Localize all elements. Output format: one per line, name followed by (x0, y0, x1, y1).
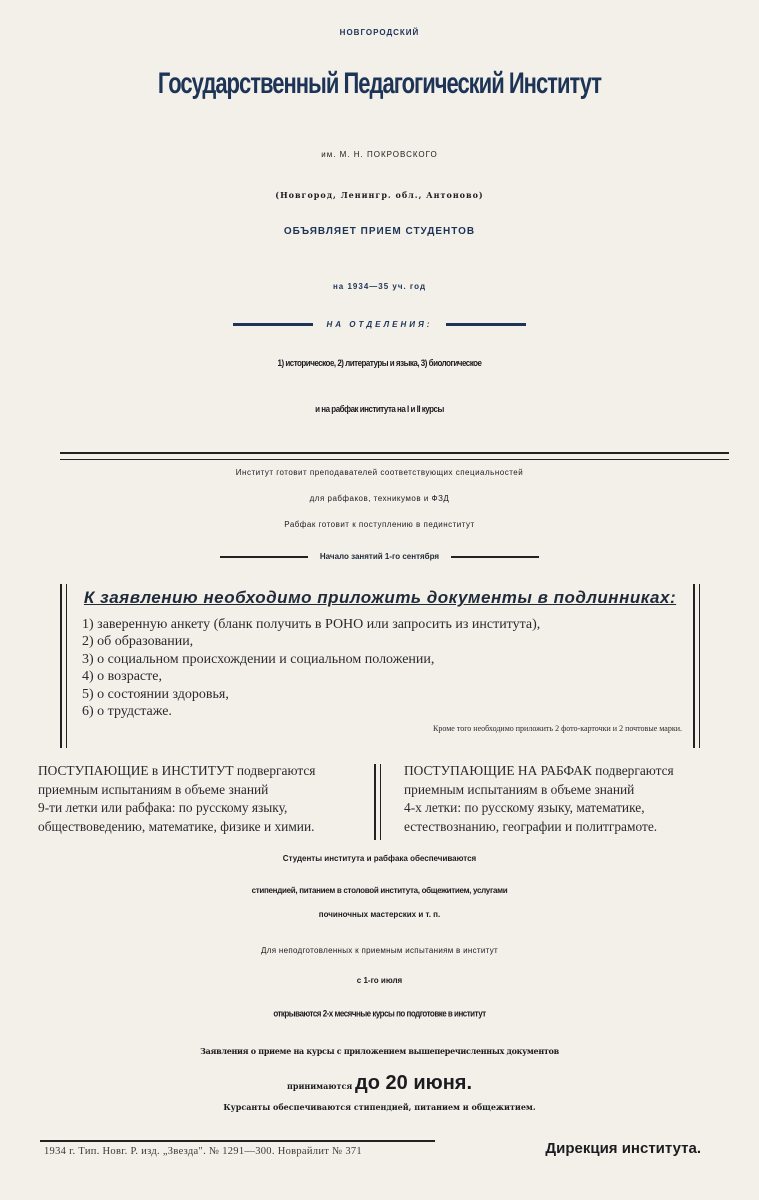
applications-line-2 (0, 1072, 759, 1095)
courses-line-1: Для неподготовленных к приемным испытаниям в институт (261, 946, 498, 955)
list-item: 4) о возрасте, (82, 669, 162, 685)
exam-line: 9-ти летки или рабфака: по русскому языку, (38, 800, 288, 815)
box-right-border (693, 584, 700, 748)
exam-line: ПОСТУПАЮЩИЕ НА РАБФАК подвергаются (404, 763, 674, 778)
right-rule (446, 323, 526, 326)
departments-list: 1) историческое, 2) литературы и языка, 3) биологическое (277, 358, 482, 369)
divider (60, 452, 729, 460)
left-rule (220, 556, 308, 558)
header-departments-title (0, 320, 759, 329)
column-separator (374, 764, 381, 840)
header-city: НОВГОРОДСКИЙ (339, 28, 420, 37)
exam-line: 4-х летки: по русскому языку, математике, (404, 800, 645, 815)
applications-prefix: принимаются (287, 1081, 353, 1091)
list-item: 6) о трудстаже. (82, 704, 172, 720)
intro-line-3: Рабфак готовит к поступлению в пединститут (284, 520, 475, 529)
documents-list (82, 616, 540, 720)
left-rule (233, 323, 313, 326)
exam-line: приемным испытаниям в объеме знаний (38, 781, 269, 797)
list-item: 2) об образовании, (82, 634, 194, 650)
start-date-heading (0, 552, 759, 561)
header-announcement: ОБЪЯВЛЯЕТ ПРИЕМ СТУДЕНТОВ (283, 226, 476, 237)
list-item: 3) о социальном происхождении и социальном положении, (82, 651, 435, 667)
header-academic-year: на 1934—35 уч. год (332, 282, 427, 291)
exam-line: обществоведению, математике, физике и химии. (38, 818, 315, 834)
list-item: 5) о состоянии здоровья, (82, 686, 229, 702)
benefits-line-2: стипендией, питанием в столовой института, общежитием, услугами (251, 886, 508, 895)
benefits-line-1: Студенты института и рабфака обеспечиваются (282, 854, 477, 863)
documents-box (60, 584, 700, 748)
documents-title: К заявлению необходимо приложить документы в подлинниках: (83, 588, 677, 607)
signature: Дирекция института. (545, 1140, 701, 1157)
applications-line-3: Курсанты обеспечиваются стипендией, питанием и общежитием. (223, 1102, 536, 1112)
benefits-line-3: починочных мастерских и т. п. (318, 910, 441, 919)
header-named-after: им. М. Н. ПОКРОВСКОГО (321, 150, 438, 159)
intro-line-2: для рабфаков, техникумов и ФЗД (309, 494, 450, 503)
right-rule (451, 556, 539, 558)
footer-rule (40, 1140, 435, 1142)
documents-extra: Кроме того необходимо приложить 2 фото-карточки и 2 почтовые марки. (433, 724, 682, 733)
institute-exams (38, 762, 368, 836)
exam-line: ПОСТУПАЮЩИЕ в ИНСТИТУТ подвергаются (38, 763, 316, 778)
applications-line-1: Заявления о приеме на курсы с приложением вышеперечисленных документов (200, 1046, 559, 1056)
exam-line: приемным испытаниям в объеме знаний (404, 781, 635, 797)
exam-line: естествознанию, географии и политграмоте. (404, 818, 658, 834)
courses-heading: открываются 2-х месячные курсы по подготовке в институт (273, 1008, 486, 1019)
rabfak-exams (404, 762, 734, 836)
applications-deadline: до 20 июня. (355, 1072, 472, 1094)
intro-line-1: Институт готовит преподавателей соответствующих специальностей (235, 468, 524, 477)
header-institute-name: Государственный Педагогический Институт (157, 66, 602, 100)
courses-date: с 1-го июля (356, 976, 403, 985)
start-date-text: Начало занятий 1-го сентября (319, 552, 440, 561)
printer-imprint: 1934 г. Тип. Новг. Р. изд. „Звезда". № 1291—300. Новрайлит № 371 (44, 1146, 362, 1157)
list-item: 1) заверенную анкету (бланк получить в РОНО или запросить из института), (82, 617, 541, 632)
rabfak-courses: и на рабфак института на I и II курсы (315, 404, 444, 415)
header-address: (Новгород, Ленингр. обл., Антоново) (275, 190, 484, 200)
departments-label: НА ОТДЕЛЕНИЯ: (326, 320, 433, 329)
